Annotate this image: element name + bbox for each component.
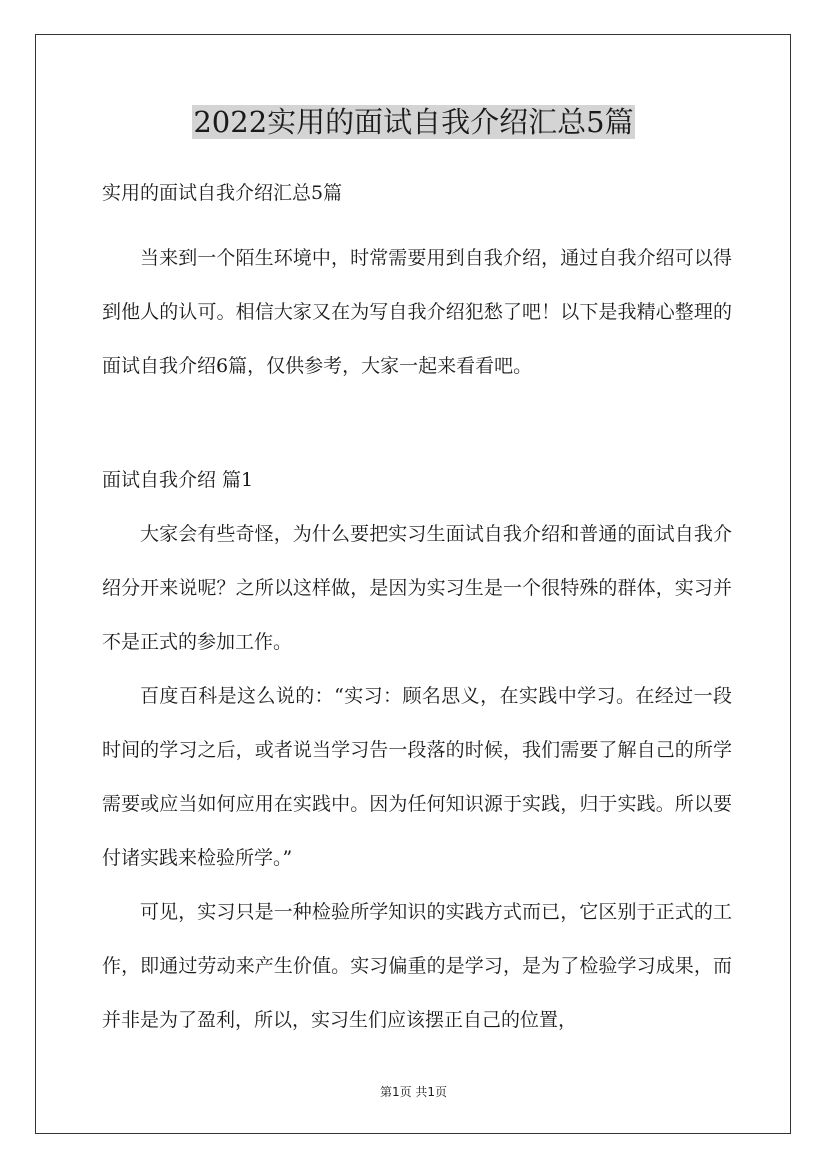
body-paragraph: 可见，实习只是一种检验所学知识的实践方式而已，它区别于正式的工作，即通过劳动来产生价值。实习偏重的是学习，是为了检验学习成果，而并非是为了盈利，所以，实习生们应该摆正自己的位置， [102, 901, 732, 1031]
document-title [0, 104, 827, 140]
document-subtitle: 实用的面试自我介绍汇总5篇 [102, 182, 343, 204]
intro-paragraph: 当来到一个陌生环境中，时常需要用到自我介绍，通过自我介绍可以得到他人的认可。相信大家又在为写自我介绍犯愁了吧！以下是我精心整理的面试自我介绍6篇，仅供参考，大家一起来看看吧。 [102, 247, 732, 377]
body-paragraph: 大家会有些奇怪，为什么要把实习生面试自我介绍和普通的面试自我介绍分开来说呢？之所以这样做，是因为实习生是一个很特殊的群体，实习并不是正式的参加工作。 [102, 523, 732, 653]
document-title-text: 2022实用的面试自我介绍汇总5篇 [193, 105, 634, 139]
section-heading: 面试自我介绍 篇1 [102, 469, 254, 491]
body-paragraph: 百度百科是这么说的：“实习：顾名思义，在实践中学习。在经过一段时间的学习之后，或者说当学习告一段落的时候，我们需要了解自己的所学需要或应当如何应用在实践中。因为任何知识源于实践，归于实践。所以要付诸实践来检验所学。” [102, 685, 732, 869]
document-body [102, 175, 732, 1047]
page-footer: 第1页 共1页 [379, 1085, 448, 1099]
